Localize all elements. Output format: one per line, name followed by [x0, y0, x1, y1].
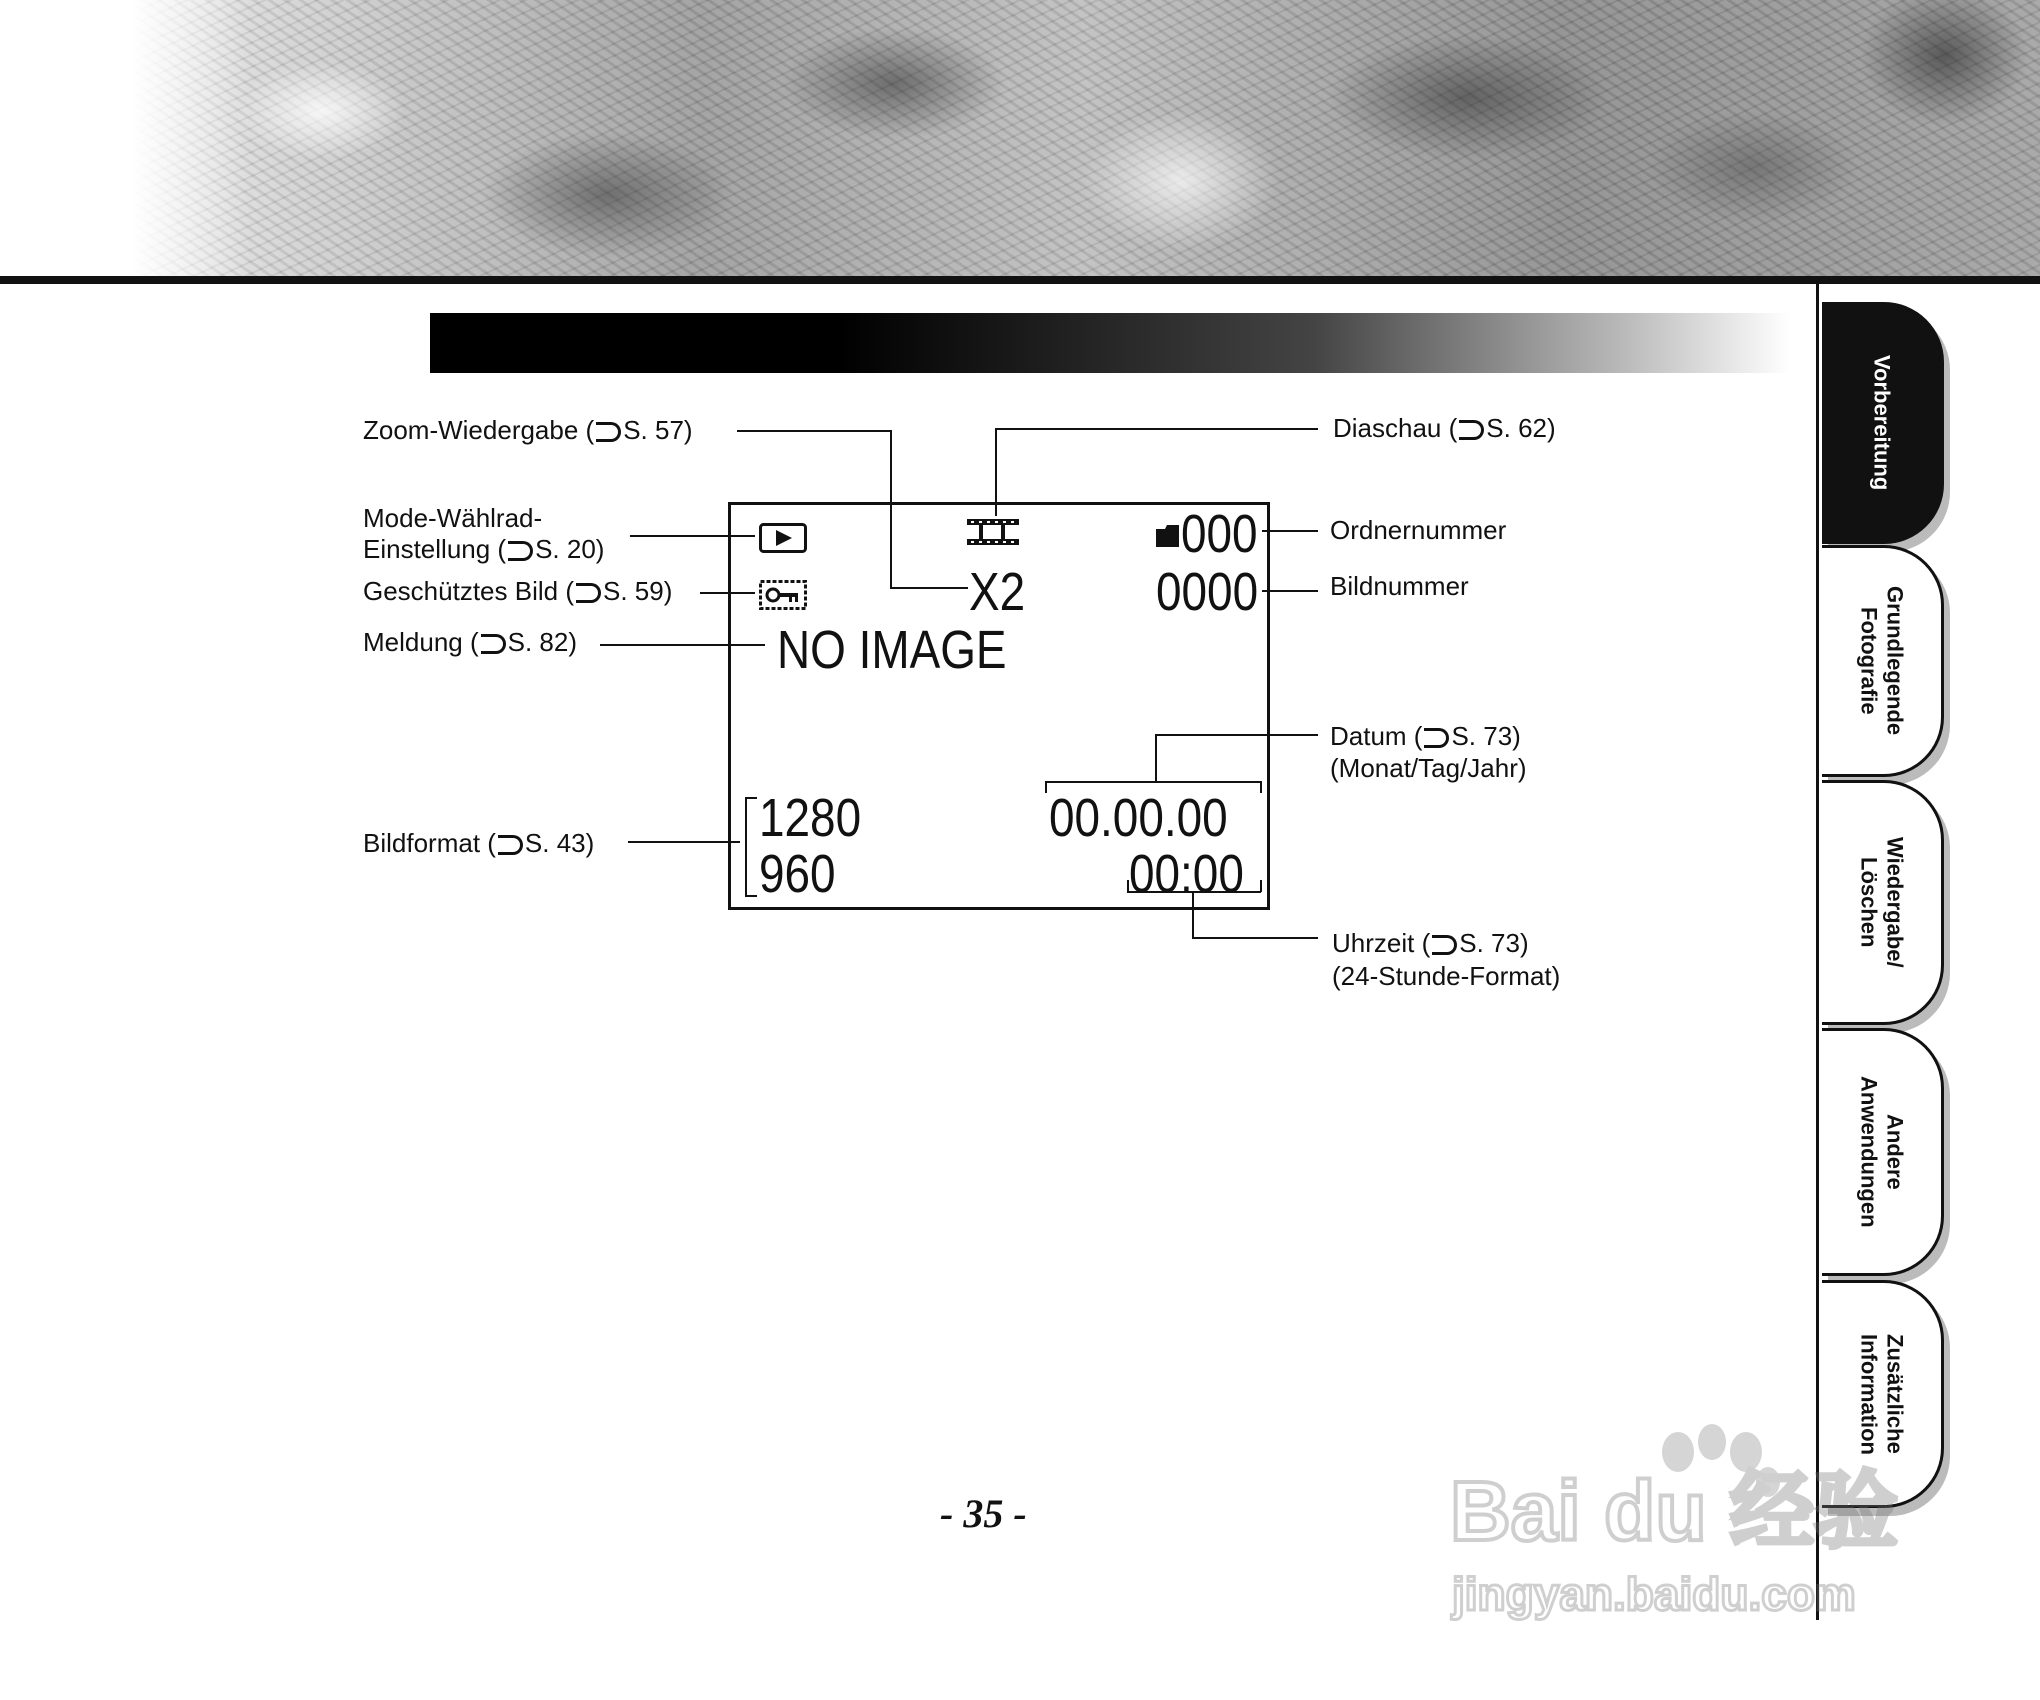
format-bracket — [745, 797, 757, 897]
tab-vorbereitung[interactable]: Vorbereitung — [1822, 302, 1944, 544]
label-format: Bildformat ( S. 43) — [363, 828, 595, 858]
reference-arrow-icon — [508, 541, 533, 561]
image-height: 960 — [759, 844, 836, 904]
tab-andere-anwendungen[interactable]: Andere Anwendungen — [1822, 1028, 1944, 1276]
leader-image — [1262, 590, 1318, 592]
camera-lcd-screen — [728, 502, 1270, 910]
header-banner — [0, 0, 2040, 280]
image-number: 0000 — [1156, 562, 1259, 622]
folder-icon — [1155, 524, 1181, 548]
reference-arrow-icon — [596, 422, 621, 442]
leader-format — [628, 841, 740, 843]
label-slideshow: Diaschau ( S. 62) — [1333, 413, 1556, 443]
tab-wiedergabe-loeschen[interactable]: Wiedergabe/ Löschen — [1822, 780, 1944, 1025]
label-zoom: Zoom-Wiedergabe ( S. 57) — [363, 415, 693, 445]
svg-text:jingyan.baidu.com: jingyan.baidu.com — [1452, 1568, 1856, 1620]
baidu-watermark — [1440, 1400, 1920, 1630]
label-message: Meldung ( S. 82) — [363, 627, 577, 657]
tab-grundlegende-fotografie[interactable]: Grundlegende Fotografie — [1822, 545, 1944, 777]
reference-arrow-icon — [1459, 420, 1484, 440]
label-time: Uhrzeit ( S. 73) — [1332, 928, 1529, 958]
reference-arrow-icon — [481, 634, 506, 654]
label-folder-number: Ordnernummer — [1330, 515, 1507, 545]
zoom-value: X2 — [969, 562, 1026, 622]
label-time-format: (24-Stunde-Format) — [1332, 961, 1561, 991]
film-icon — [965, 517, 1021, 547]
lcd-message: NO IMAGE — [777, 620, 1007, 680]
label-image-number: Bildnummer — [1330, 571, 1469, 601]
reference-arrow-icon — [1424, 728, 1449, 748]
date-value: 00.00.00 — [1049, 788, 1228, 848]
leader-folder — [1262, 530, 1318, 532]
header-rule — [0, 276, 2040, 284]
tab-zusaetzliche-information[interactable]: Zusätzliche Information — [1822, 1280, 1944, 1508]
label-mode: Einstellung ( S. 20) — [363, 534, 605, 564]
folder-number: 000 — [1181, 504, 1258, 564]
leader-zoom-h — [737, 430, 892, 432]
page-number: - 35 - — [940, 1491, 1027, 1536]
label-date-format: (Monat/Tag/Jahr) — [1330, 753, 1527, 783]
svg-text:Bai du 经验: Bai du 经验 — [1450, 1464, 1899, 1558]
key-icon — [759, 580, 807, 610]
image-width: 1280 — [759, 788, 862, 848]
leader-slideshow-h — [995, 428, 1318, 430]
leader-time-h — [1192, 937, 1318, 939]
time-value: 00:00 — [1129, 844, 1244, 904]
label-date: Datum ( S. 73) — [1330, 721, 1521, 751]
reference-arrow-icon — [498, 835, 523, 855]
marble-texture — [130, 0, 2040, 278]
reference-arrow-icon — [1432, 935, 1457, 955]
label-protected: Geschütztes Bild ( S. 59) — [363, 576, 673, 606]
reference-arrow-icon — [576, 583, 601, 603]
label-mode-line1: Mode-Wählrad- — [363, 503, 543, 533]
play-icon — [759, 523, 807, 553]
section-gradient-bar — [430, 313, 1790, 373]
